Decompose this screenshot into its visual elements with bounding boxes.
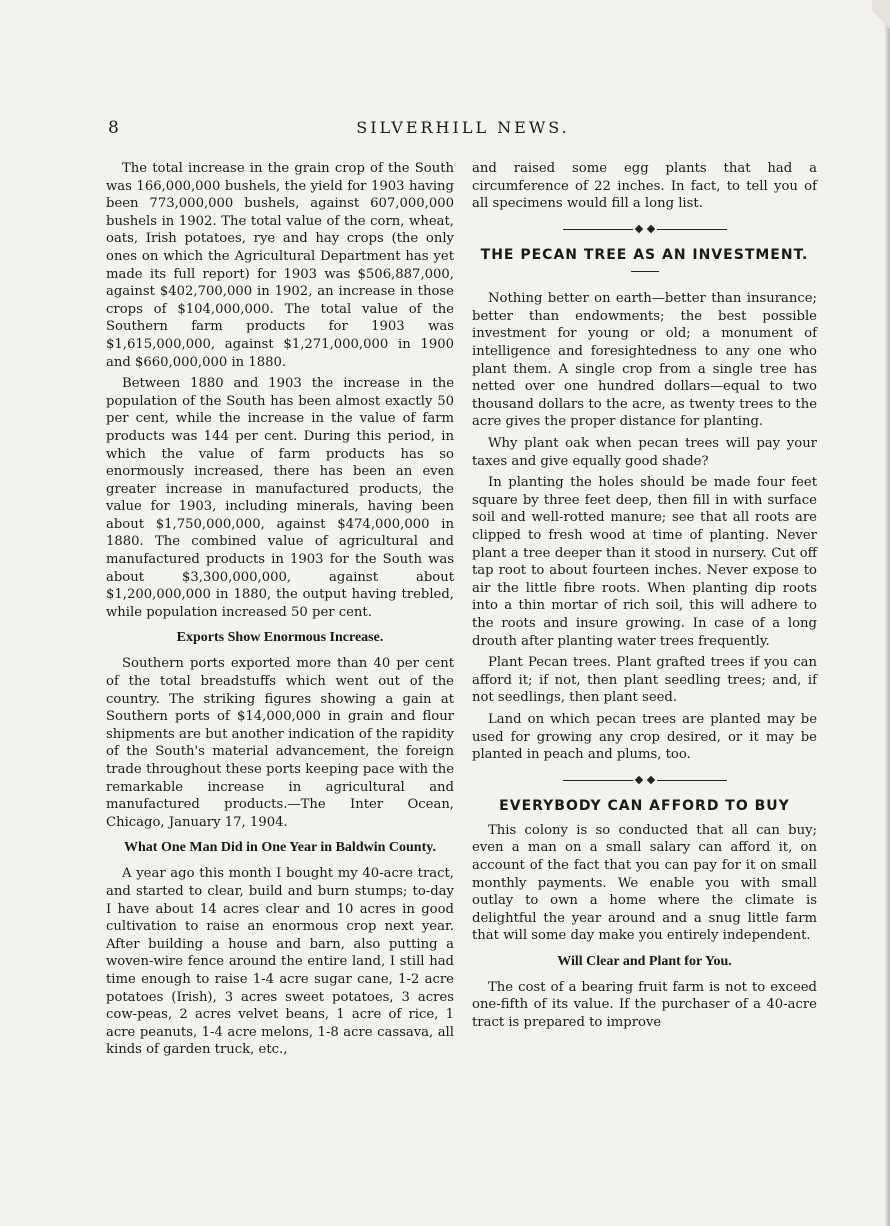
subhead-baldwin-county: What One Man Did in One Year in Baldwin County. [124, 840, 436, 856]
headline-rule [631, 271, 659, 273]
paragraph-why-plant-oak: Why plant oak when pecan trees will pay your taxes and give equally good shade? [472, 436, 817, 469]
paragraph-nothing-better: Nothing better on earth—better than insurance; better than endowments; the best possible investment for young or old; a monument of intelligence and foresightedness to any one who plant them. A single crop from a single tree has netted over one hundred dollars—equal to two thousand dollars to the acre, as twenty trees to the acre gives the proper distance for planting. [472, 291, 817, 430]
paragraph-egg-plants: and raised some egg plants that had a circumference of 22 inches. In fact, to tell you of all specimens would fill a long list. [472, 161, 817, 212]
right-column [472, 160, 817, 1036]
paragraph-grain-crop: The total increase in the grain crop of the South was 166,000,000 bushels, the yield for 1903 having been 773,000,000 bushels, against 607,000,000 bushels in 1902. The total value of the corn, wheat, oats, Irish potatoes, rye and hay crops (the only ones on which the Agricultural Department has yet made its full report) for 1903 was $506,887,000, against $402,700,000 in 1902, an increase in those crops of $104,000,000. The total value of the Southern farm products for 1903 was $1,615,000,000, against $1,271,000,000 in 1900 and $660,000,000 in 1880. [106, 161, 454, 370]
paragraph-planting-holes: In planting the holes should be made four feet square by three feet deep, then fill in with surface soil and well-rotted manure; see that all roots are clipped to fresh wood at time of planting. Never plant a tree deeper than it stood in nursery. Cut off tap root to about fourteen inches. Never expose to air the little fibre roots. When planting dip roots into a thin mortar of rich soil, this will adhere to the roots and insure growing. In case of a long drouth after planting water trees frequently. [472, 475, 817, 649]
section-divider-ornament-2 [472, 772, 817, 782]
running-head [108, 118, 818, 140]
page-corner-fold [872, 0, 890, 40]
paragraph-land-use: Land on which pecan trees are planted may be used for growing any crop desired, or it may be planted in peach and plums, too. [472, 711, 817, 763]
headline-everybody-can-afford: EVERYBODY CAN AFFORD TO BUY [499, 797, 790, 814]
section-divider-ornament [472, 221, 817, 231]
paragraph-plant-pecan-trees: Plant Pecan trees. Plant grafted trees if you can afford it; if not, then plant seedling trees; and, if not seedlings, then plant seed. [472, 655, 817, 706]
page-number: 8 [108, 118, 119, 138]
paragraph-southern-ports: Southern ports exported more than 40 per cent of the total breadstuffs which went out of the country. The striking figures showing a gain at Southern ports of $14,000,000 in grain and flour shipments are but another indication of the rapidity of the South's material advancement, the foreign trade throughout these ports keeping pace with the remarkable increase in agricultural and manufactured products.—The Inter Ocean, Chicago, January 17, 1904. [106, 656, 454, 830]
paragraph-one-man-year: A year ago this month I bought my 40-acre tract, and started to clear, build and burn stumps; to-day I have about 14 acres clear and 10 acres in good cultivation to raise an enormous crop next year. After building a house and barn, also putting a woven-wire fence around the entire land, I still had time enough to raise 1-4 acre sugar cane, 1-2 acre potatoes (Irish), 3 acres sweet potatoes, 3 acres cow-peas, 2 acres velvet beans, 1 acre of rice, 1 acre peanuts, 1-4 acre melons, 1-8 acre cassava, all kinds of garden truck, etc., [106, 866, 454, 1058]
page-edge-shadow [884, 0, 890, 1226]
left-column [106, 160, 454, 1063]
masthead-title: SILVERHILL NEWS. [356, 118, 570, 137]
paragraph-population-increase: Between 1880 and 1903 the increase in the population of the South has been almost exactly 50 per cent, while the increase in the value of farm products was 144 per cent. During this period, in which the value of farm products has so enormously increased, there has been an even greater increase in manufactured products, the value for 1903, including minerals, having been about $1,750,000,000, against $474,000,000 in 1880. The combined value of agricultural and manufactured products in 1903 for the South was about $3,300,000,000, against about $1,200,000,000 in 1880, the output having trebled, while population increased 50 per cent. [106, 376, 454, 620]
headline-pecan-tree: THE PECAN TREE AS AN INVESTMENT. [480, 246, 809, 263]
subhead-clear-and-plant: Will Clear and Plant for You. [557, 953, 732, 969]
paragraph-colony-conducted: This colony is so conducted that all can buy; even a man on a small salary can afford it, on account of the fact that you can pay for it on small monthly payments. We enable you with small outlay to own a home where the climate is delightful the year around and a snug little farm that will some day make you entirely independent. [472, 822, 817, 944]
paragraph-bearing-fruit-farm: The cost of a bearing fruit farm is not to exceed one-fifth of its value. If the purchaser of a 40-acre tract is prepared to improve [472, 979, 817, 1031]
subhead-exports: Exports Show Enormous Increase. [176, 630, 384, 646]
